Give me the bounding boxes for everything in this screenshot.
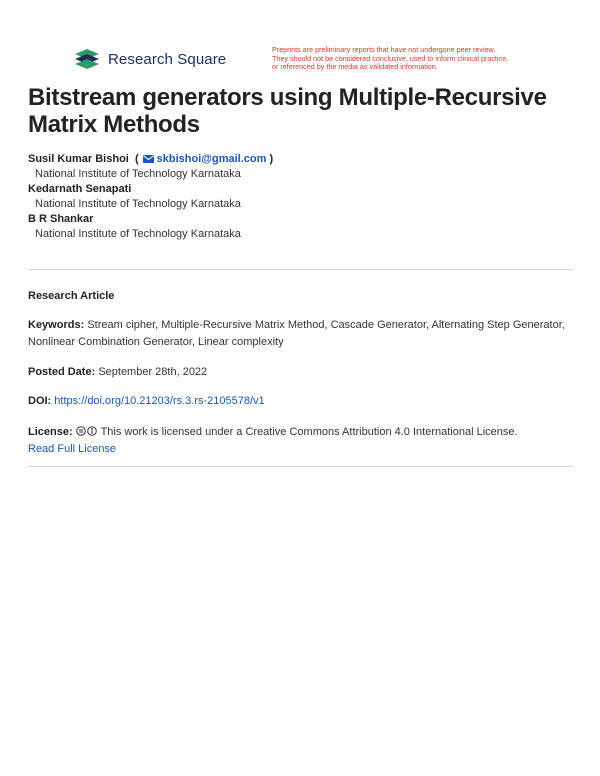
- research-square-logo[interactable]: [74, 48, 226, 70]
- paper-title: Bitstream generators using Multiple-Recursive Matrix Methods: [28, 84, 547, 138]
- posted-date-value: September 28th, 2022: [98, 366, 208, 378]
- cc-icon: [76, 426, 86, 436]
- author-affiliation: National Institute of Technology Karnataka: [35, 228, 241, 240]
- page-header: [74, 46, 544, 76]
- doi-label: DOI:: [28, 395, 52, 407]
- author-entry: [28, 183, 568, 210]
- license-label: License:: [28, 426, 73, 438]
- author-affiliation: National Institute of Technology Karnataka: [35, 198, 241, 210]
- logo-text-square: Square: [177, 50, 227, 68]
- license-text: This work is licensed under a Creative Commons Attribution 4.0 International License.: [100, 426, 518, 438]
- disclaimer-line: They should not be considered conclusive, used to inform clinical practice,: [272, 53, 509, 63]
- author-name: Susil Kumar Bishoi: [28, 153, 129, 165]
- author-entry: [28, 213, 568, 240]
- divider: [28, 269, 573, 270]
- research-square-logo-icon: [74, 48, 100, 70]
- keywords-label: Keywords:: [28, 319, 85, 331]
- article-type: [28, 288, 573, 305]
- divider: [28, 466, 573, 467]
- keywords-section: [28, 317, 573, 351]
- posted-date-section: [28, 364, 573, 381]
- posted-date-label: Posted Date:: [28, 366, 96, 378]
- keywords-value: Stream cipher, Multiple-Recursive Matrix Method, Cascade Generator, Alternating Step Generator, Nonlinear Combination Generator, Linear complexity: [28, 319, 565, 348]
- author-email-wrapper: ( skbishoi@gmail.com ): [131, 153, 274, 165]
- author-name: Kedarnath Senapati: [28, 183, 132, 195]
- author-affiliation: National Institute of Technology Karnataka: [35, 168, 241, 180]
- envelope-icon: [143, 155, 154, 163]
- preprint-disclaimer: [272, 46, 544, 72]
- doi-section: [28, 393, 573, 410]
- doi-link[interactable]: https://doi.org/10.21203/rs.3.rs-2105578/v1: [54, 395, 265, 407]
- author-list: [28, 153, 568, 243]
- article-type-label: Research Article: [28, 290, 115, 302]
- author-name: B R Shankar: [28, 213, 94, 225]
- cc-by-icon: [87, 426, 97, 436]
- author-entry: [28, 153, 568, 180]
- logo-wordmark: [108, 51, 226, 68]
- disclaimer-line: or referenced by the media as validated information.: [272, 62, 438, 72]
- logo-text-research: Research: [108, 50, 173, 68]
- license-section: [28, 424, 573, 458]
- author-email-link[interactable]: skbishoi@gmail.com: [156, 153, 267, 165]
- disclaimer-line: Preprints are preliminary reports that have not undergone peer review.: [272, 45, 496, 54]
- read-full-license-link[interactable]: Read Full License: [28, 443, 117, 455]
